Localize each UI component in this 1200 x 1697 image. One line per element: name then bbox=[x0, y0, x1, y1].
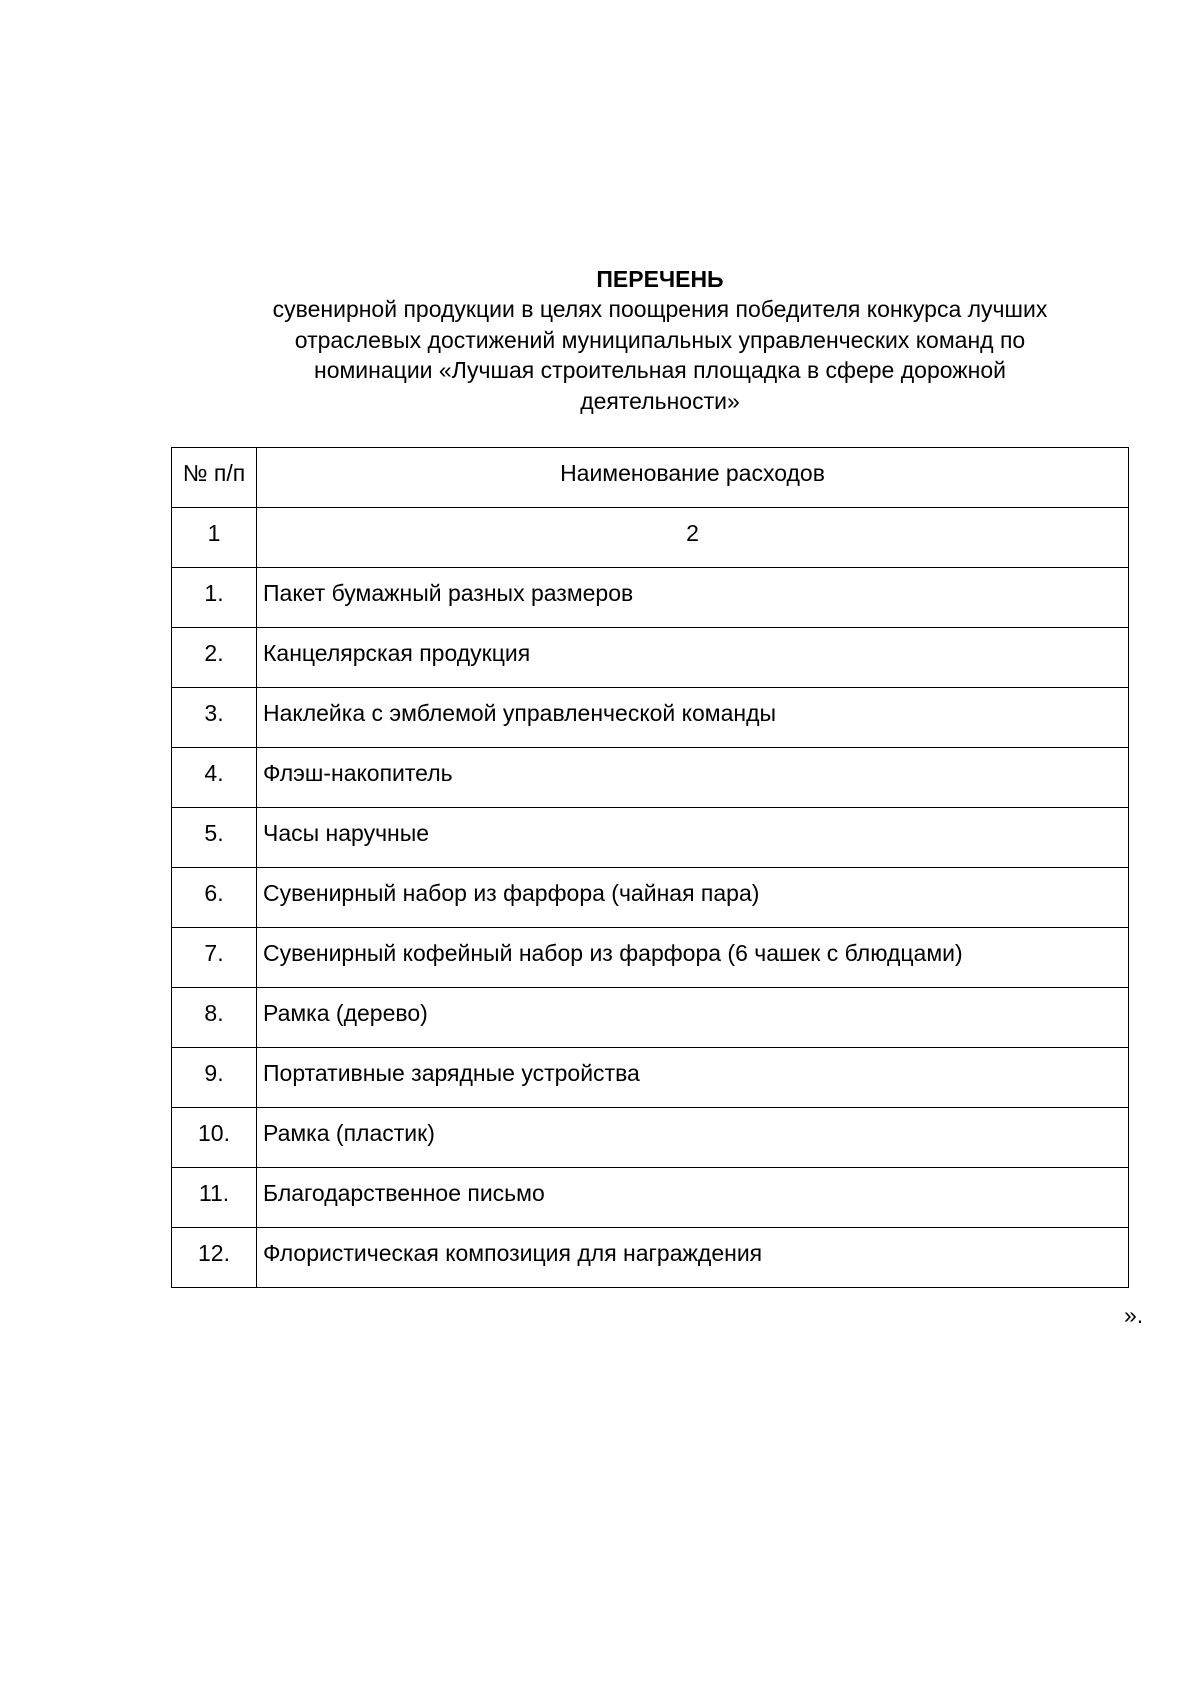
row-item-name: Канцелярская продукция bbox=[257, 628, 1129, 688]
row-item-name: Пакет бумажный разных размеров bbox=[257, 568, 1129, 628]
document-subtitle bbox=[200, 294, 1120, 416]
table-row bbox=[172, 808, 1129, 868]
row-number: 7. bbox=[172, 928, 257, 988]
row-number: 11. bbox=[172, 1168, 257, 1228]
table-row bbox=[172, 748, 1129, 808]
row-item-name: Сувенирный набор из фарфора (чайная пара) bbox=[257, 868, 1129, 928]
row-number: 9. bbox=[172, 1048, 257, 1108]
row-item-name: Рамка (пластик) bbox=[257, 1108, 1129, 1168]
table-row bbox=[172, 988, 1129, 1048]
row-item-name: Рамка (дерево) bbox=[257, 988, 1129, 1048]
table-row bbox=[172, 928, 1129, 988]
subtitle-line: отраслевых достижений муниципальных управленческих команд по bbox=[294, 326, 1026, 353]
row-number: 8. bbox=[172, 988, 257, 1048]
document-title: ПЕРЕЧЕНЬ bbox=[596, 266, 724, 292]
row-item-name: Флэш-накопитель bbox=[257, 748, 1129, 808]
expense-items-table bbox=[171, 447, 1129, 1288]
column-number-2: 2 bbox=[257, 508, 1129, 568]
table-row bbox=[172, 1168, 1129, 1228]
row-item-name: Портативные зарядные устройства bbox=[257, 1048, 1129, 1108]
subtitle-line: сувенирной продукции в целях поощрения победителя конкурса лучших bbox=[272, 296, 1048, 322]
row-item-name: Наклейка с эмблемой управленческой команды bbox=[257, 688, 1129, 748]
row-number: 10. bbox=[172, 1108, 257, 1168]
row-item-name: Сувенирный кофейный набор из фарфора (6 чашек с блюдцами) bbox=[257, 928, 1129, 988]
table-row bbox=[172, 868, 1129, 928]
subtitle-line: номинации «Лучшая строительная площадка в сфере дорожной bbox=[314, 357, 1006, 383]
table-row bbox=[172, 688, 1129, 748]
header-name: Наименование расходов bbox=[257, 448, 1129, 508]
row-number: 5. bbox=[172, 808, 257, 868]
row-item-name: Часы наручные bbox=[257, 808, 1129, 868]
row-number: 4. bbox=[172, 748, 257, 808]
row-number: 3. bbox=[172, 688, 257, 748]
table-column-number-row bbox=[172, 508, 1129, 568]
column-number-1: 1 bbox=[172, 508, 257, 568]
row-number: 2. bbox=[172, 628, 257, 688]
table-row bbox=[172, 628, 1129, 688]
table-header-row bbox=[172, 448, 1129, 508]
row-item-name: Флористическая композиция для награждения bbox=[257, 1228, 1129, 1288]
row-number: 1. bbox=[172, 568, 257, 628]
header-number: № п/п bbox=[172, 448, 257, 508]
table-row bbox=[172, 1108, 1129, 1168]
table-row bbox=[172, 1228, 1129, 1288]
document-heading bbox=[200, 264, 1120, 416]
table-row bbox=[172, 1048, 1129, 1108]
row-item-name: Благодарственное письмо bbox=[257, 1168, 1129, 1228]
table-row bbox=[172, 568, 1129, 628]
row-number: 12. bbox=[172, 1228, 257, 1288]
closing-quote-mark: ». bbox=[1124, 1302, 1144, 1328]
subtitle-line: деятельности» bbox=[580, 387, 740, 414]
row-number: 6. bbox=[172, 868, 257, 928]
